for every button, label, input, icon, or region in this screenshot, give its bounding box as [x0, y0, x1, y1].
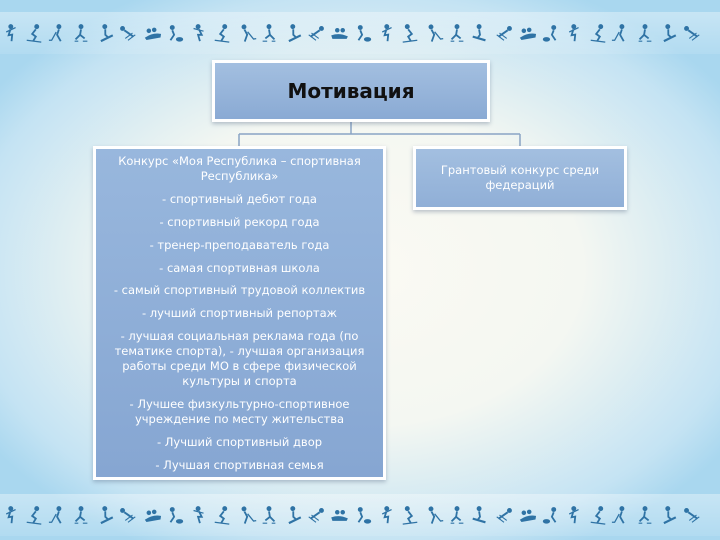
list-item: Конкурс «Моя Республика – спортивная Республика» [118, 154, 361, 183]
list-item: - Лучшая спортивная семья [155, 457, 324, 472]
list-item: - Лучшее физкультурно-спортивное учреждение по месту жительства [129, 397, 350, 427]
root-node-motivation [212, 60, 490, 122]
right-branch-text: Грантовый конкурс среди федераций [440, 163, 600, 192]
list-item: - лучший спортивный репортаж [141, 306, 338, 321]
list-item: - спортивный дебют года [162, 191, 317, 206]
list-item: - тренер-преподаватель года [149, 237, 330, 252]
right-branch-grant-competition [413, 146, 627, 210]
list-item: - самая спортивная школа [159, 260, 320, 275]
list-item: - Лучший спортивный двор [156, 435, 323, 450]
list-item: - лучшая социальная реклама года (по тематике спорта), - лучшая организация работы среди МО в сфере физической культуры и спорта [114, 329, 365, 389]
list-item: - спортивный рекорд года [159, 214, 320, 229]
list-item: - самый спортивный трудовой коллектив [113, 283, 366, 298]
left-branch-competition-list [93, 146, 386, 480]
root-node-title: Мотивация [287, 79, 415, 103]
